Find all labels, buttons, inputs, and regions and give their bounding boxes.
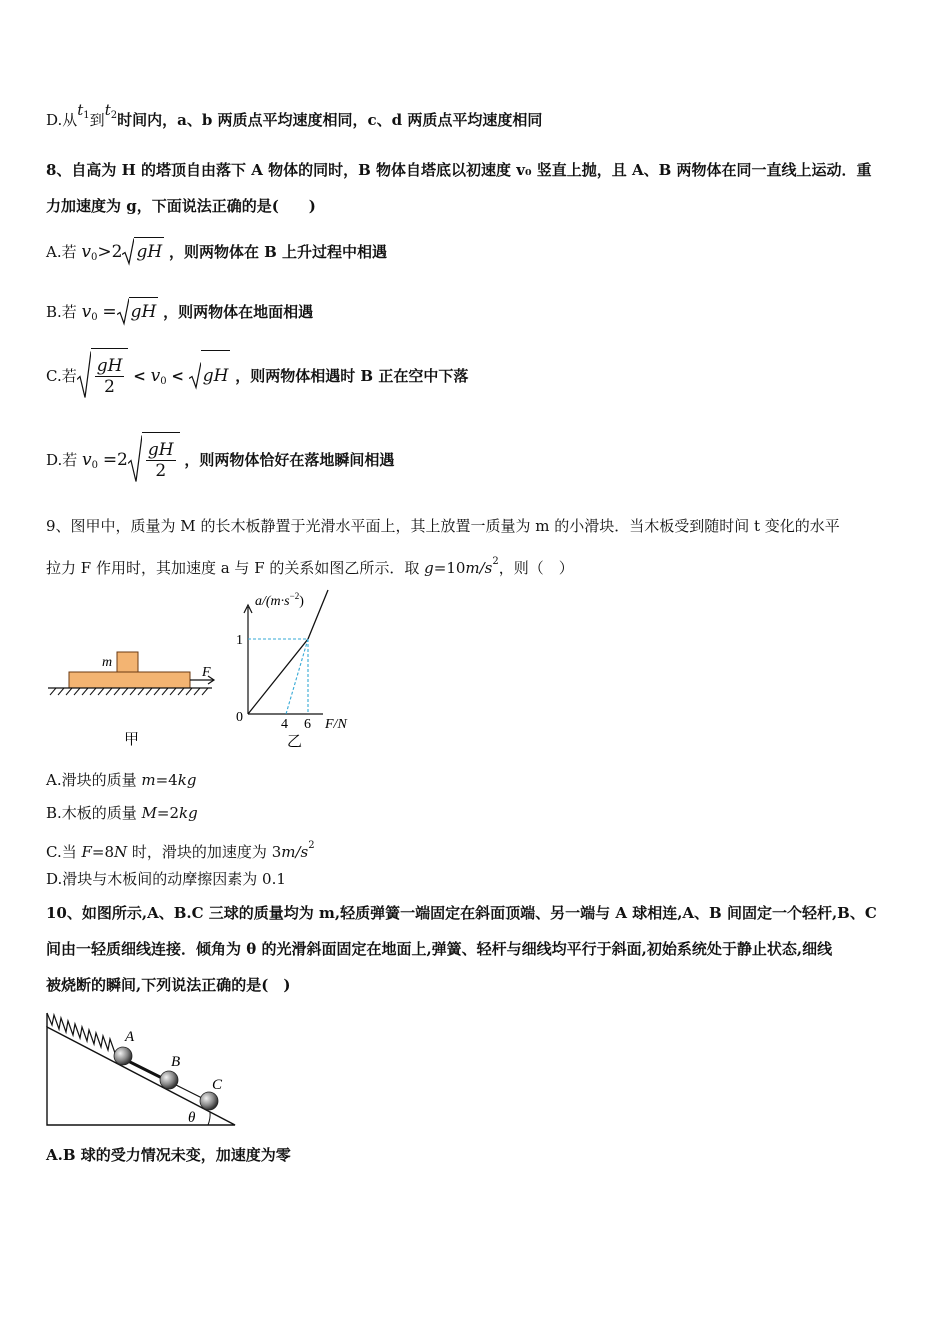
q8-d-label: D.若	[46, 451, 78, 469]
q8-option-a	[46, 237, 387, 272]
q9-b-rest: =2	[156, 804, 180, 822]
q9-line2-c: ，则（ ）	[498, 559, 574, 577]
v0-symbol	[151, 366, 167, 386]
origin-label: 0	[236, 710, 243, 725]
v-sub: 0	[91, 460, 99, 471]
ylabel-close: )	[299, 594, 304, 609]
relation: =2	[102, 450, 128, 470]
ylabel-sup: −2	[289, 591, 300, 601]
sqrt-frac-gh-2	[128, 432, 180, 485]
caption-jia: 甲	[124, 730, 140, 748]
t2-symbol	[105, 101, 117, 119]
q9-line2-b: =10	[433, 559, 466, 577]
q7-d-mid: 到	[89, 111, 105, 129]
v0-symbol	[82, 302, 98, 322]
less-than-1: <	[133, 367, 146, 385]
thin-string	[174, 1084, 204, 1099]
q9-c-rest: =8	[91, 843, 115, 861]
v0-symbol	[81, 242, 97, 262]
label-A: A	[125, 1029, 135, 1045]
label-F: F	[202, 665, 211, 680]
radicand: gH	[134, 237, 164, 266]
small-block-m	[117, 652, 138, 672]
q9-c-text: C.当	[46, 843, 82, 861]
radicand: gH	[129, 297, 159, 326]
q9-a-text: A.滑块的质量	[46, 771, 142, 789]
q9-option-a	[46, 770, 196, 790]
x-tick-4: 4	[281, 717, 288, 732]
q8-option-c	[46, 348, 468, 407]
caption-yi: 乙	[287, 732, 303, 750]
ball-A	[114, 1047, 132, 1065]
relation: >2	[97, 242, 123, 262]
incline-triangle	[47, 1027, 235, 1125]
long-board-M	[69, 672, 190, 688]
q9-g: g	[424, 559, 434, 577]
q8-a-rest: ，则两物体在 B 上升过程中相遇	[168, 243, 388, 261]
q9-d-text: D.滑块与木板间的动摩擦因素为 0.1	[46, 870, 286, 888]
q8-stem-line1: 8、自高为 H 的塔顶自由落下 A 物体的同时，B 物体自塔底以初速度 v₀ 竖直上抛，且 A、B 两物体在同一直线上运动．重	[46, 161, 872, 179]
q9-stem-line1: 9、图甲中，质量为 M 的长木板静置于光滑水平面上，其上放置一质量为 m 的小滑块．当木板受到随时间 t 变化的水平	[46, 517, 840, 535]
q9-b-unit: kg	[179, 804, 198, 822]
label-m: m	[102, 655, 113, 670]
less-than-2: <	[171, 367, 184, 385]
v-sub: 0	[160, 376, 167, 387]
t1-sub: 1	[83, 110, 90, 121]
radical-sign	[77, 348, 91, 401]
label-theta: θ	[188, 1110, 196, 1126]
y-tick-1: 1	[236, 633, 243, 648]
q7-option-d	[46, 101, 543, 136]
light-rod	[128, 1061, 164, 1079]
spring	[47, 1013, 120, 1057]
q8-d-rest: ，则两物体恰好在落地瞬间相遇	[184, 451, 395, 469]
radicand: gH	[201, 350, 231, 401]
q10-stem-line3: 被烧断的瞬间,下列说法正确的是( )	[46, 976, 291, 994]
q8-b-rest: ，则两物体在地面相遇	[163, 303, 314, 321]
q9-c-rest2: 时，滑块的加速度为 3	[127, 843, 282, 861]
q7-d-rest: 时间内，a、b 两质点平均速度相同，c、d 两质点平均速度相同	[117, 111, 543, 129]
q9-line2-a: 拉力 F 作用时，其加速度 a 与 F 的关系如图乙所示．取	[46, 559, 425, 577]
x-axis-label: F/N	[325, 717, 347, 732]
q8-a-label: A.若	[46, 243, 77, 261]
q9-option-d	[46, 869, 286, 889]
figure-incline	[40, 1005, 245, 1130]
t1-t: t	[77, 101, 84, 119]
q10-option-a	[46, 1145, 291, 1165]
q10-stem-line1: 10、如图所示,A、B.C 三球的质量均为 m,轻质弹簧一端固定在斜面顶端、另一端与 A 球相连,A、B 间固定一个轻杆,B、C	[46, 904, 877, 922]
q9-a-rest: =4	[155, 771, 178, 789]
q10-a-text: A.B 球的受力情况未变，加速度为零	[46, 1146, 291, 1164]
v-sub: 0	[91, 252, 98, 263]
q9-b-var: M	[141, 804, 157, 822]
q8-b-label: B.若	[46, 303, 77, 321]
ylabel-main: a/(m·s	[255, 594, 290, 609]
q8-option-d	[46, 432, 394, 491]
frac-num: gH	[96, 356, 123, 376]
v-var: v	[82, 450, 92, 470]
t2-t: t	[104, 101, 111, 119]
radical-sign	[117, 297, 129, 326]
relation: =	[102, 302, 117, 322]
frac-den: 2	[104, 377, 115, 397]
frac-num: gH	[147, 440, 174, 460]
v-sub: 0	[91, 312, 98, 323]
ground-hatching	[50, 688, 208, 695]
q9-option-b	[46, 803, 198, 823]
q9-c-unit: N	[114, 843, 128, 861]
sqrt-frac-gh-2	[77, 348, 129, 401]
q9-b-text: B.木板的质量	[46, 804, 142, 822]
label-B: B	[171, 1054, 181, 1070]
q10-stem	[46, 895, 908, 1003]
sqrt-gh	[122, 237, 164, 266]
q9-stem	[46, 508, 908, 586]
q9-unit: m/s	[465, 559, 493, 577]
q8-c-label: C.若	[46, 367, 77, 385]
q9-stem-line2	[46, 544, 908, 586]
q8-stem	[46, 152, 908, 224]
q10-stem-line2: 间由一轻质细线连接．倾角为 θ 的光滑斜面固定在地面上,弹簧、轻杆与细线均平行于斜面,初始系统处于静止状态,细线	[46, 940, 833, 958]
radical-sign	[128, 432, 142, 485]
frac-den: 2	[155, 461, 167, 481]
figure-yi-graph	[228, 585, 363, 755]
q9-a-var: m	[141, 771, 156, 789]
q9-option-c	[46, 836, 315, 862]
x-tick-6: 6	[304, 717, 311, 732]
sqrt-gh	[189, 350, 231, 401]
q9-a-unit: kg	[177, 771, 197, 789]
v-var: v	[81, 302, 92, 322]
q9-sup: 2	[492, 556, 499, 567]
figure-jia	[44, 645, 219, 755]
sqrt-gh	[117, 297, 159, 326]
t2-sub: 2	[110, 110, 118, 121]
v0-symbol	[82, 450, 98, 470]
q8-c-rest: ，则两物体相遇时 B 正在空中下落	[235, 367, 469, 385]
radical-sign	[189, 350, 201, 401]
q9-c-var: F	[81, 843, 92, 861]
q9-c-sup: 2	[308, 840, 315, 851]
ball-B	[160, 1071, 178, 1089]
q9-c-unit2: m/s	[281, 843, 309, 861]
v-var: v	[81, 242, 91, 262]
angle-arc	[208, 1112, 210, 1125]
label-C: C	[212, 1077, 223, 1093]
radical-sign	[122, 237, 134, 266]
y-axis-label	[255, 591, 304, 609]
t1-symbol	[77, 101, 89, 119]
v-var: v	[150, 366, 161, 386]
q8-stem-line2: 力加速度为 g，下面说法正确的是( )	[46, 197, 316, 215]
q8-option-b	[46, 297, 313, 332]
ball-C	[200, 1092, 218, 1110]
q7-d-prefix: D.从	[46, 111, 78, 129]
